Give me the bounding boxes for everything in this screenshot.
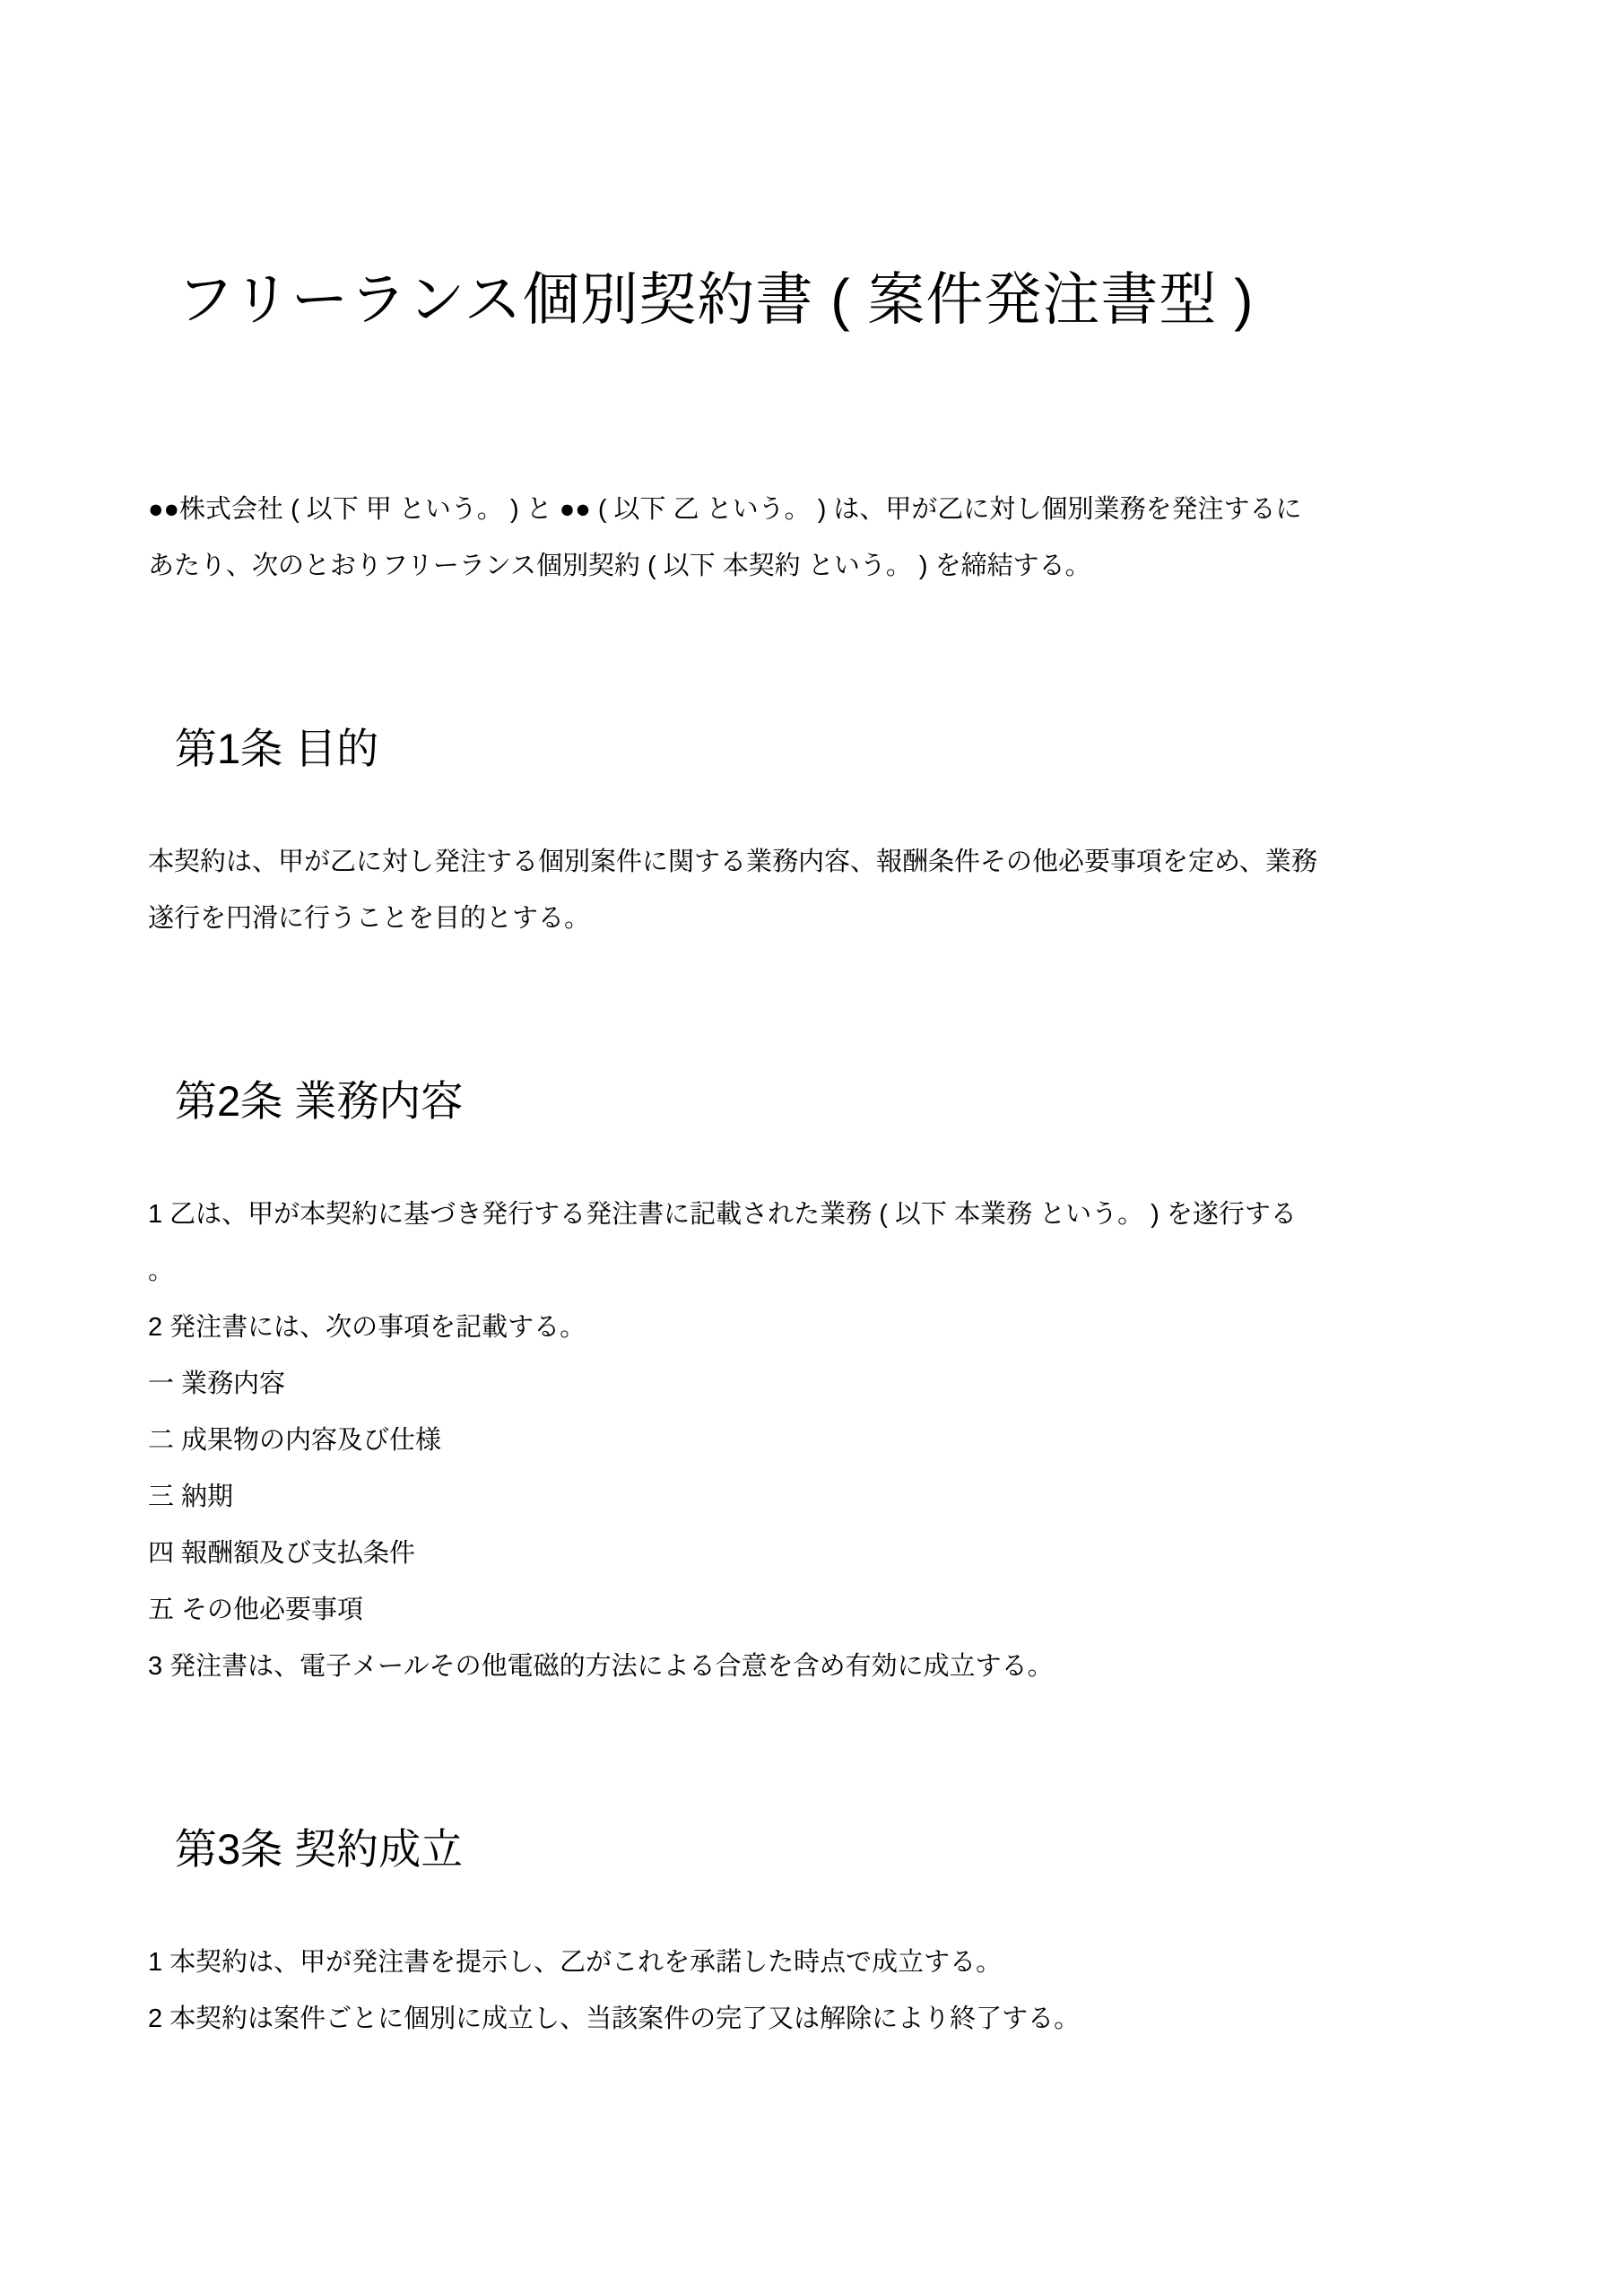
section-heading-article-2: 第2条 業務内容 — [175, 1077, 464, 1125]
body-line: 3 発注書は、電子メールその他電磁的方法による合意を含め有効に成立する。 — [148, 1652, 1054, 1681]
body-line: 本契約は、甲が乙に対し発注する個別案件に関する業務内容、報酬条件その他必要事項を定め、業務 — [148, 848, 1317, 876]
body-line: 2 発注書には、次の事項を記載する。 — [148, 1313, 586, 1342]
section-heading-article-1: 第1条 目的 — [175, 725, 379, 772]
body-line: 1 乙は、甲が本契約に基づき発行する発注書に記載された業務 ( 以下 本業務 という。 ) を遂行する — [148, 1200, 1297, 1229]
body-line: 。 — [148, 1257, 175, 1285]
body-line: 2 本契約は案件ごとに個別に成立し、当該案件の完了又は解除により終了する。 — [148, 2005, 1081, 2033]
intro-line: ●●株式会社 ( 以下 甲 という。 ) と ●● ( 以下 乙 という。 ) は、甲が乙に対し個別業務を発注するに — [148, 495, 1302, 524]
list-item-line: 三 納期 — [148, 1483, 234, 1511]
intro-line: あたり、次のとおりフリーランス個別契約 ( 以下 本契約 という。 ) を締結する。 — [148, 552, 1091, 580]
list-item-line: 五 その他必要事項 — [148, 1596, 364, 1624]
body-line: 1 本契約は、甲が発注書を提示し、乙がこれを承諾した時点で成立する。 — [148, 1948, 1003, 1977]
section-body-article-3 — [148, 1935, 1476, 2048]
list-item-line: 一 業務内容 — [148, 1370, 286, 1398]
list-item-line: 四 報酬額及び支払条件 — [148, 1539, 416, 1568]
body-line: 遂行を円滑に行うことを目的とする。 — [148, 904, 591, 933]
document-title: フリーランス個別契約書 ( 案件発注書型 ) — [177, 267, 1255, 332]
section-body-article-2 — [148, 1187, 1476, 1695]
intro-paragraph — [148, 482, 1476, 595]
list-item-line: 二 成果物の内容及び仕様 — [148, 1426, 442, 1455]
section-heading-article-3: 第3条 契約成立 — [175, 1825, 464, 1873]
section-body-article-1 — [148, 834, 1476, 947]
